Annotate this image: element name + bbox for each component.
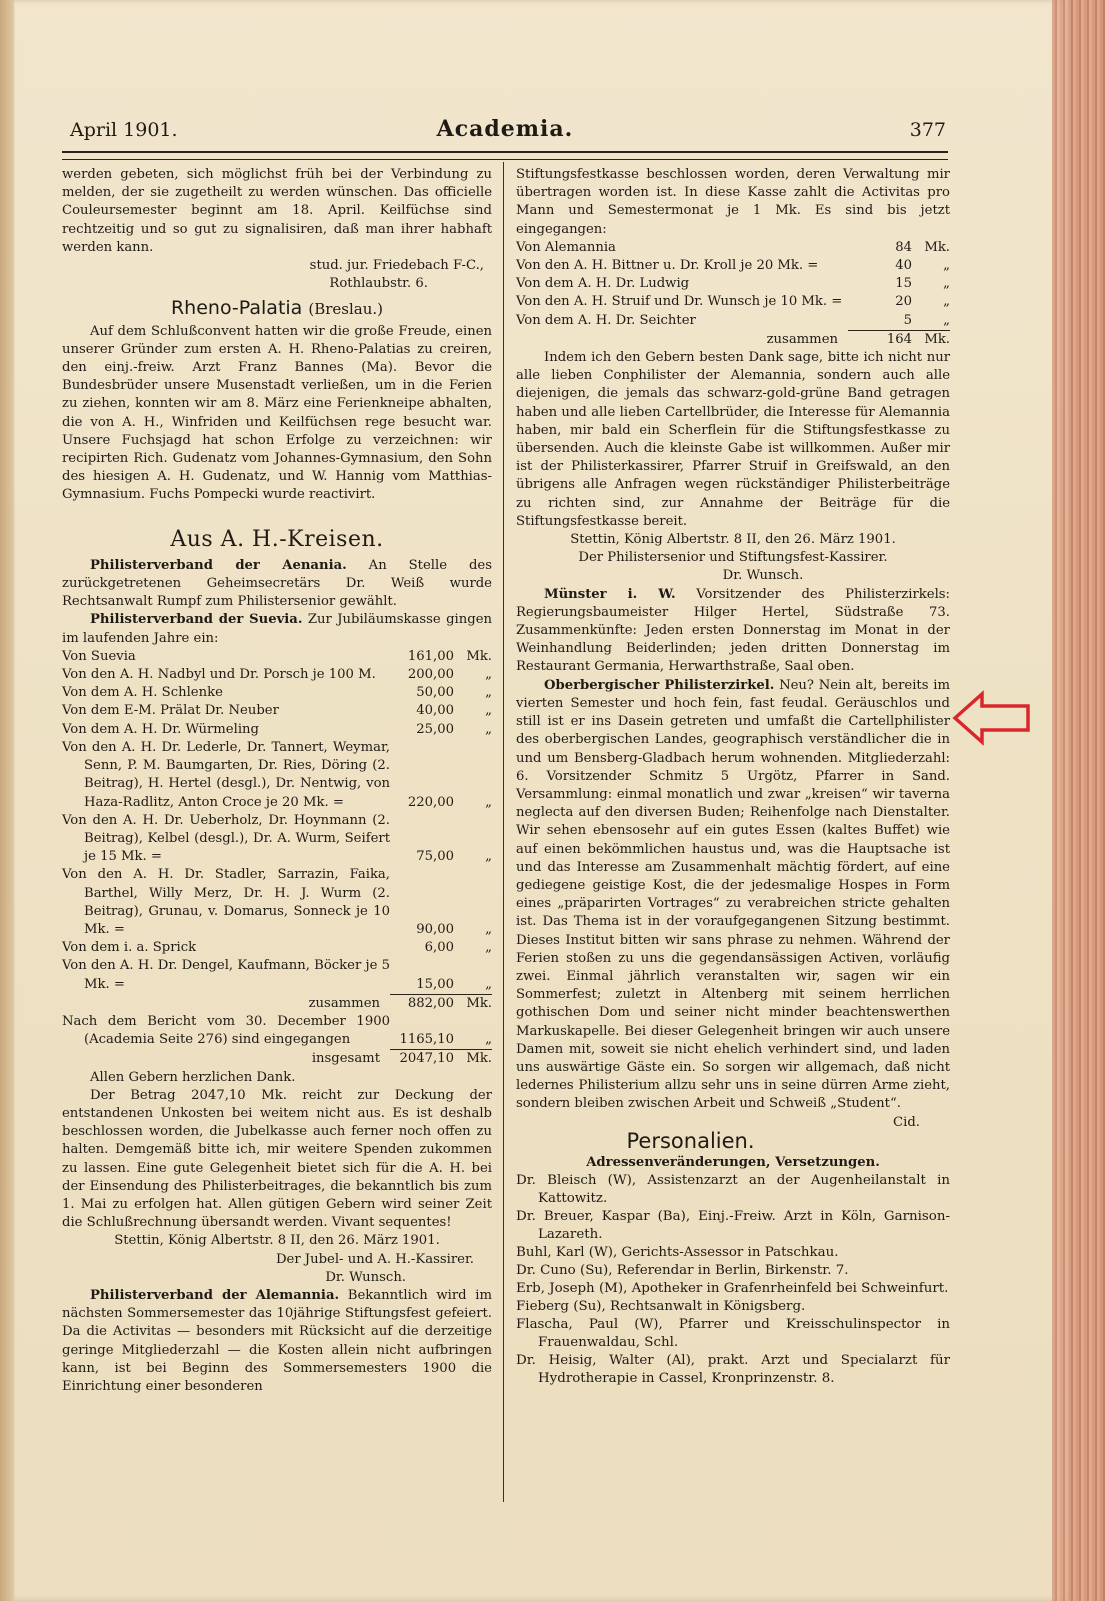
oberberg-paragraph [516, 677, 950, 1130]
suevia-text: Zur Jubiläumskasse gingen im laufenden Jahre ein: [62, 612, 492, 646]
personalien-title: Personalien. [626, 1128, 755, 1153]
personalien-entry: Dr. Cuno (Su), Referendar in Berlin, Birkenstr. 7. [516, 1262, 849, 1278]
personalien-entry: Dr. Heisig, Walter (Al), prakt. Arzt und Specialarzt für Hydrotherapie in Cassel, Kronprinzenstr. 8. [516, 1352, 950, 1386]
donation-row: Von den A. H. Nadbyl und Dr. Porsch je 100 M. 200,00 „ [62, 667, 492, 683]
header-rule [62, 151, 948, 160]
donation-row: Von Alemannia 84 Mk. [516, 239, 950, 255]
journal-title: Academia. [436, 116, 574, 142]
alemannia-text: Bekanntlich wird im nächsten Sommersemester das 10jährige Stiftungsfest gefeiert. Da die Activitas — besonders mit Rücksicht auf die derzeitige geringe Mitgliederzahl — die Kosten allein nicht aufbringen kann, ist bei Beginn des Sommersemesters 1900 die Einrichtung einer besonderen [62, 1287, 492, 1394]
alemannia-signature-name: Dr. Wunsch. [722, 568, 804, 584]
donation-row: Von dem A. H. Schlenke 50,00 „ [62, 685, 492, 701]
donation-prev-row: Nach dem Bericht vom 30. December 1900 (Academia Seite 276) sind eingegangen 1165,10 „ [62, 1013, 492, 1048]
donation-row: Von dem i. a. Sprick 6,00 „ [62, 940, 492, 956]
suevia-thanks: Allen Gebern herzlichen Dank. [90, 1069, 296, 1085]
donation-row: Von den A. H. Dr. Ueberholz, Dr. Hoynmann (2. Beitrag), Kelbel (desgl.), Dr. A. Wurm, Seifert je 15 Mk. = 75,00 „ [62, 812, 492, 865]
ah-section-title: Aus A. H.-Kreisen. [170, 526, 384, 552]
arrow-outline [955, 694, 1028, 742]
page-number: 377 [909, 119, 946, 141]
rheno-title: Rheno-Palatia [170, 297, 303, 320]
donation-row: Von dem A. H. Dr. Würmeling 25,00 „ [62, 721, 492, 737]
page-edges [1052, 0, 1105, 1601]
aenania-heading: Philisterverband der Aenania. [90, 557, 347, 573]
alemannia-signature-role: Der Philistersenior und Stiftungsfest-Kassirer. [578, 550, 888, 566]
intro-signature-address: Rothlaubstr. 6. [329, 276, 428, 292]
rheno-place: (Breslau.) [308, 300, 384, 319]
suevia-donations [62, 648, 492, 1069]
donation-row: Von den A. H. Bittner u. Dr. Kroll je 20 Mk. = 40 „ [516, 258, 950, 274]
oberberg-signature: Cid. [893, 1114, 920, 1130]
donation-sum-row: zusammen 164 Mk. [516, 330, 950, 349]
alemannia-text-2: Indem ich den Gebern besten Dank sage, bitte ich nicht nur alle lieben Conphilister der Alemannia, sondern auch alle diejenigen, die jemals das schwarz-gold-grüne Band getragen haben und alle lieben Cartellbrüder, die Interesse für Alemannia haben, mir bald ein Scherflein für die Stiftungsfestkasse zu übersenden. Auch die kleinste Gabe ist willkommen. Außer mir ist der Philisterkassirer, Pfarrer Struif in Greifswald, an den übrigens alle Anfragen wegen rückständiger Philisterbeiträge zu richten sind, zur Annahme der Beiträge für die Stiftungsfestkasse bereit. [516, 350, 950, 529]
suevia-heading: Philisterverband der Suevia. [90, 612, 303, 628]
personalien-entry: Flascha, Paul (W), Pfarrer und Kreisschulinspector in Frauenwaldau, Schl. [516, 1316, 950, 1350]
donation-total-row: insgesamt 2047,10 Mk. [62, 1049, 492, 1068]
donation-row: Von den A. H. Struif und Dr. Wunsch je 10 Mk. = 20 „ [516, 294, 950, 310]
muenster-text: Vorsitzender des Philisterzirkels: Regierungsbaumeister Hilger Hertel, Südstraße 73. Zusammenkünfte: Jeden ersten Donnerstag im Monat in der Weinhandlung Beiderlinden; jeden dritten Donnerstag im Restaurant Germania, Herwarthstraße, Saal oben. [516, 586, 950, 675]
oberberg-text: Neu? Nein alt, bereits im vierten Semester und hoch fein, fast feudal. Geräuschlos und still ist er ins Dasein getreten und umfaßt die Cartellphilister des oberbergischen Landes, geographisch verständlicher die in und um Bensberg-Gladbach herum wohnenden. Mitgliederzahl: 6. Vorsitzender Schmitz 5 Urgötz, Pfarrer in Sand. Versammlung: einmal monatlich und zwar „kreisen“ wir taverna neglecta auf den diversen Buden; Reihenfolge nach Dienstalter. Wir sehen ebensosehr auf ein gutes Essen (kaltes Buffet) wie auf einen bekömmlichen haustus und, was die Hauptsache ist und das Interesse am Zusammenhalt mächtig fördert, auf eine gediegene geistige Kost, die der jedesmalige Hospes in Form eines „präparirten Vortrages“ zu verabreichen stricte gehalten ist. Das Thema ist in der voraufgegangenen Sitzung bestimmt. Dieses Institut bitten wir sans phrase zu nehmen. Während der Ferien stoßen zu uns die gegendansässigen Activen, vorläufig zwei. Einmal jährlich veranstalten wir, sagen wir ein Sommerfest; zuletzt in Altenberg mit seinem herrlichen gothischen Dom und seiner nicht minder beachtenswerthen Markuskapelle. Bei dieser Gelegenheit bringen wir auch unsere Damen mit, soweit sie nicht ehelich verhindert sind, und laden uns auswärtige Gäste ein. So sorgen wir allgemach, daß nicht ledernes Philisterium allzu sehr uns in seine dürren Arme zieht, sondern bleiben zwischen Arbeit und Schweiß „Student“. [516, 677, 950, 1112]
donation-row: Von den A. H. Dr. Dengel, Kaufmann, Böcker je 5 Mk. = 15,00 „ [62, 958, 492, 992]
donation-row: Von den A. H. Dr. Stadler, Sarrazin, Faika, Barthel, Willy Merz, Dr. H. J. Wurm (2. Beitrag), Grunau, v. Domarus, Sonneck je 10 Mk. = 90,00 „ [62, 867, 492, 937]
right-column [516, 166, 950, 1388]
rheno-text: Auf dem Schlußconvent hatten wir die große Freude, einen unserer Gründer zum ersten A. H. Rheno-Palatias zu creiren, den einj.-freiw. Arzt Franz Bannes (Ma). Bevor die Bundesbrüder unsere Musenstadt verließen, um in die Ferien zu ziehen, konnten wir am 8. März eine Ferienkneipe abhalten, die von A. H., Winfriden und Keilfüchsen rege besucht war. Unsere Fuchsjagd hat schon Erfolge zu verzeichnen: wir recipirten Rich. Gudenatz vom Johannes-Gymnasium, den Sohn des hiesigen A. H. Gudenatz, und W. Hannig vom Matthias-Gymnasium. Fuchs Pompecki wurde reactivirt. [62, 323, 492, 503]
alemannia-continued-text: Stiftungsfestkasse beschlossen worden, deren Verwaltung mir übertragen worden ist. In diese Kasse zahlt die Activitas pro Mann und Semestermonat je 1 Mk. Es sind bis jetzt eingegangen: [516, 167, 950, 237]
suevia-signature-role: Der Jubel- und A. H.-Kassirer. [275, 1251, 474, 1267]
oberberg-heading: Oberbergischer Philisterzirkel. [544, 677, 775, 693]
alemannia-heading: Philisterverband der Alemannia. [90, 1287, 340, 1303]
suevia-signature-name: Dr. Wunsch. [325, 1269, 406, 1285]
intro-text: werden gebeten, sich möglichst früh bei der Verbindung zu melden, der sie zugetheilt zu werden wünschen. Das officielle Couleursemester beginnt am 18. April. Keilfüchse sind rechtzeitig und so gut zu signalisiren, daß man ihrer habhaft werden kann. [62, 167, 492, 255]
personalien-entry: Erb, Joseph (M), Apotheker in Grafenrheinfeld bei Schweinfurt. [516, 1280, 949, 1296]
donation-row: Von den A. H. Dr. Lederle, Dr. Tannert, Weymar, Senn, P. M. Baumgarten, Dr. Ries, Döring (2. Beitrag), H. Hertel (desgl.), Dr. Nentwig, von Haza-Radlitz, Anton Croce je 20 Mk. = 220,00 „ [62, 739, 492, 810]
personalien-entry: Fieberg (Su), Rechtsanwalt in Königsberg. [516, 1298, 806, 1314]
donation-row: Von dem E-M. Prälat Dr. Neuber 40,00 „ [62, 703, 492, 719]
personalien-entry: Dr. Breuer, Kaspar (Ba), Einj.-Freiw. Arzt in Köln, Garnison-Lazareth. [516, 1208, 950, 1242]
personalien-subtitle: Adressenveränderungen, Versetzungen. [586, 1154, 880, 1170]
alemannia-donations [516, 239, 950, 349]
muenster-heading: Münster i. W. [544, 586, 676, 602]
suevia-signature-place: Stettin, König Albertstr. 8 II, den 26. März 1901. [114, 1233, 440, 1249]
red-arrow-annotation-icon [952, 690, 1032, 746]
donation-row: Von Suevia 161,00 Mk. [62, 648, 492, 664]
suevia-text-2: Der Betrag 2047,10 Mk. reicht zur Deckung der entstandenen Unkosten bei weitem nicht aus. Es ist deshalb beschlossen worden, die Jubelkasse auch ferner noch offen zu halten. Demgemäß bitte ich, mir weitere Spenden zukommen zu lassen. Eine gute Gelegenheit bietet sich für die A. H. bei der Einsendung des Philisterbeitrages, die bekanntlich bis zum 1. Mai zu erfolgen hat. Allen gütigen Gebern wird seiner Zeit die Schlußrechnung übersandt werden. Vivant sequentes! [62, 1087, 492, 1231]
personalien-entry: Buhl, Karl (W), Gerichts-Assessor in Patschkau. [516, 1244, 839, 1260]
donation-row: Von dem A. H. Dr. Ludwig 15 „ [516, 276, 950, 292]
left-column [62, 166, 492, 1396]
alemannia-signature-place: Stettin, König Albertstr. 8 II, den 26. März 1901. [570, 532, 896, 548]
column-divider [503, 162, 504, 1502]
header-date: April 1901. [70, 119, 178, 141]
personalien-entry: Dr. Bleisch (W), Assistenzarzt an der Augenheilanstalt in Kattowitz. [516, 1172, 950, 1206]
page-header [58, 116, 952, 146]
donation-row: Von dem A. H. Dr. Seichter 5 „ [516, 312, 950, 328]
aenania-text: An Stelle des zurückgetretenen Geheimsecretärs Dr. Weiß wurde Rechtsanwalt Rumpf zum Philistersenior gewählt. [62, 557, 492, 610]
personalien-list [516, 1172, 950, 1388]
donation-sum-row: zusammen 882,00 Mk. [62, 994, 492, 1013]
intro-signature-name: stud. jur. Friedebach F-C., [309, 258, 484, 274]
rheno-heading [62, 299, 492, 318]
